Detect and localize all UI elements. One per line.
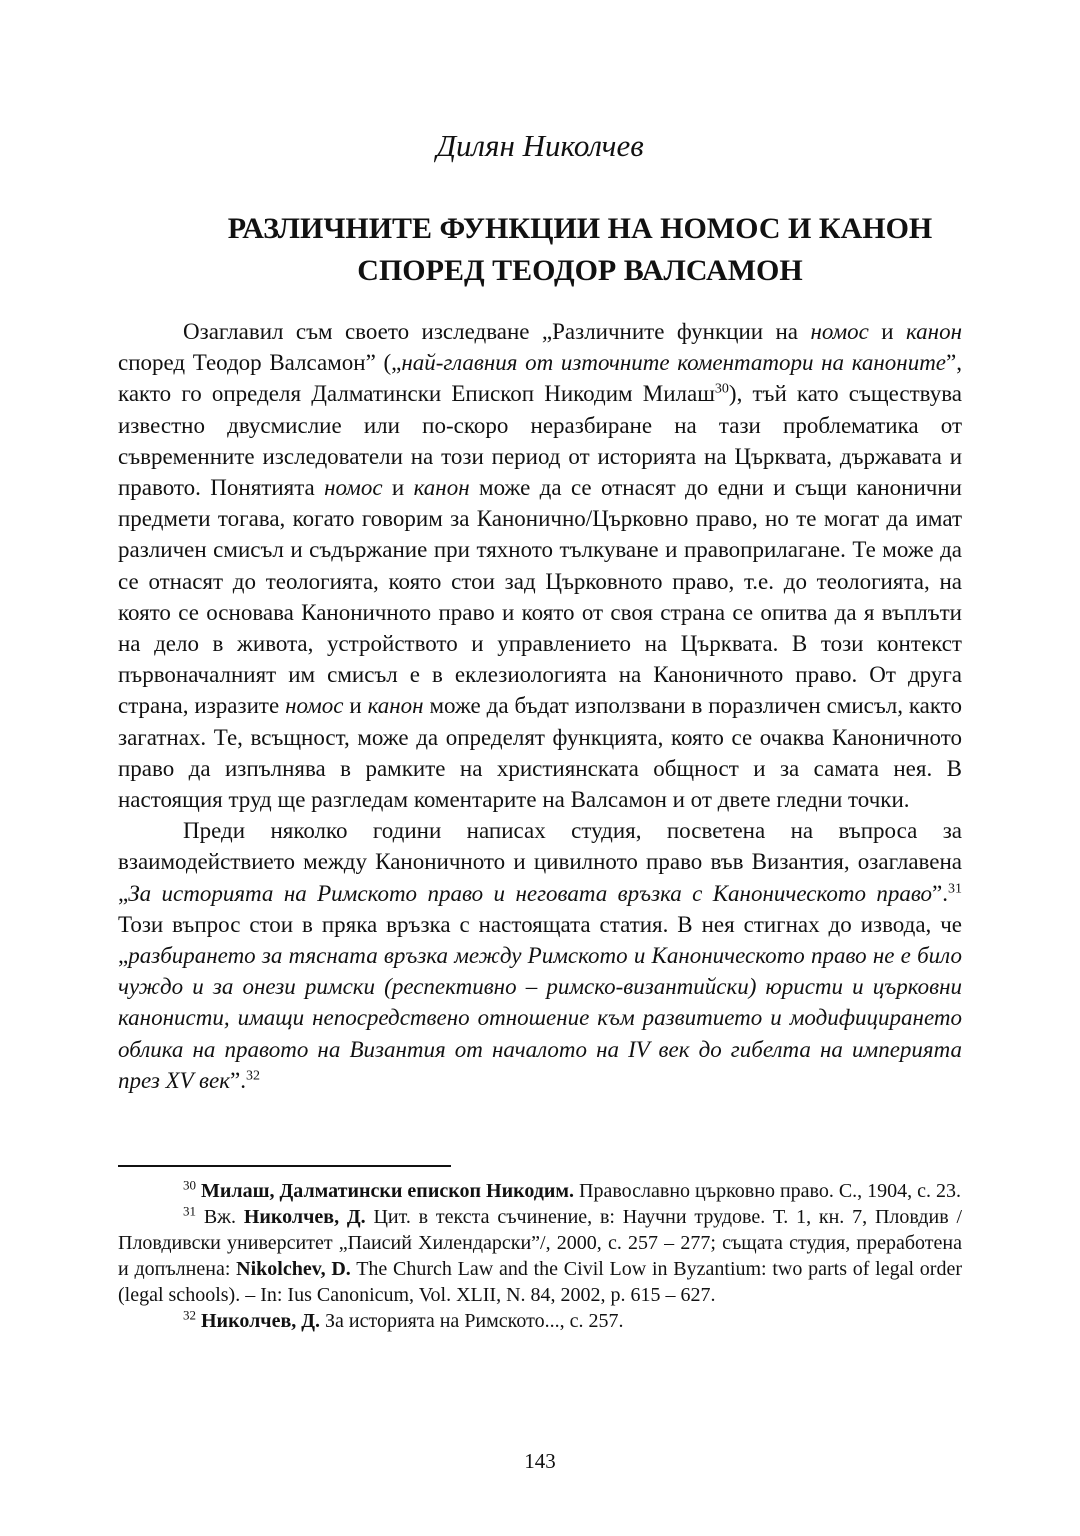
footnote-text: Вж.: [203, 1206, 244, 1228]
text-run: ”, както го определя Далматински Епископ Никодим Милаш: [118, 350, 962, 407]
article-title: [140, 208, 1020, 292]
text-run: ”.: [230, 1067, 246, 1093]
text-run: според Теодор Валсамон” („: [118, 350, 402, 376]
italic-term: канон: [367, 693, 424, 719]
footnote-number: 31: [183, 1203, 196, 1219]
footnote-author: Николчев, Д.: [243, 1206, 366, 1228]
text-run: ), тъй като съществува известно двусмислие или по-скоро неразбиране на тази проблематика от съвременните изследователи на този период от историята на Църквата, държавата и правото. Понятията: [118, 381, 962, 501]
italic-term: канон: [906, 319, 963, 344]
text-run: Преди няколко години написах студия, посветена на въпроса за взаимодействието между Каноничното и цивилното право във Византия, озаглавена „: [118, 818, 962, 906]
article-body: [118, 316, 962, 1096]
italic-title: За историята на Римското право и неговата връзка с Каноническото право: [128, 880, 933, 906]
italic-term: номос: [810, 319, 869, 344]
footnote-number: 32: [183, 1307, 196, 1323]
text-run: може да бъдат използвани в поразличен смисъл, както загатнах. Те, всъщност, може да определят функцията, която се очаква Каноничното право да изпълнява в рамките на християнската общност и за самата нея. В настоящия труд ще разгледам коментарите на Валсамон и от двете гледни точки.: [118, 693, 963, 813]
footnote-32: [118, 1308, 962, 1334]
text-run: и: [868, 319, 906, 344]
article-title-line-2: СПОРЕД ТЕОДОР ВАЛСАМОН: [357, 254, 803, 287]
footnote-ref-32[interactable]: 32: [245, 1068, 260, 1084]
footnote-31: [118, 1204, 962, 1308]
text-run: може да се отнасят до едни и същи канонични предмети тогава, когато говорим за Канонично/Църковно право, но те могат да имат различен смисъл и съдържание при тяхното тълкуване и правоприлагане. Те може да се отнасят до теологията, която стои зад Църковното право, т.е. до теологията, на която се основава Каноничното право и която от своя страна се опитва да я въплъти на дело в живота, устройството и управлението на Църквата. В този контекст първоначалният им смисъл е в еклезиологията на Каноничното право. От друга страна, изразите: [118, 475, 962, 719]
footnote-author: Милаш, Далматински епископ Никодим.: [201, 1180, 575, 1202]
italic-quote: най-главния от източните коментатори на каноните: [401, 350, 947, 376]
footnote-ref-30[interactable]: 30: [714, 381, 729, 397]
italic-quote: разбирането за тясната връзка между Римското и Каноническото право не е било чуждо и за онези римски (респективно – римско-византийски) юристи и църковни канонисти, имащи непосредствено отношение към развитието и модифицирането облика на правото на Византия от началото на IV век до гибелта на империята през XV век: [118, 943, 962, 1093]
footnote-author: Nikolchev, D.: [236, 1258, 351, 1280]
author-name: Дилян Николчев: [436, 128, 644, 163]
footnote-author: Николчев, Д.: [201, 1310, 321, 1332]
footnote-30: [118, 1178, 962, 1204]
text-run: ”.: [932, 880, 948, 906]
footnote-number: 30: [183, 1177, 196, 1193]
text-run: Озаглавил съм своето изследване „Различните функции на: [183, 319, 811, 344]
footnote-text: The Church Law and the Civil Low in Byzantium: two parts of legal order (legal schools). – In: Ius Canonicum, Vol. XLII, N. 84, 2002, p. 615 – 627.: [118, 1258, 962, 1306]
footnote-ref-31[interactable]: 31: [948, 881, 962, 896]
text-run: и: [382, 475, 414, 501]
footnote-separator: [118, 1165, 451, 1167]
paragraph-1: [118, 316, 962, 815]
footnote-text: Цит. в текста съчинение, в: Научни трудове. Т. 1, кн. 7, Пловдив /Пловдивски университет „Паисий Хилендарски”/, 2000, с. 257 – 277; същата студия, преработена и допълнена:: [118, 1206, 963, 1280]
italic-term: номос: [324, 475, 383, 501]
article-title-line-1: РАЗЛИЧНИТЕ ФУНКЦИИ НА НОМОС И КАНОН: [227, 212, 933, 245]
paragraph-2: [118, 815, 962, 1096]
footnotes: [118, 1178, 962, 1334]
text-run: Този въпрос стои в пряка връзка с настоящата статия. В нея стигнах до извода, че „: [118, 911, 962, 969]
footnote-text: Православно църковно право. С., 1904, с. 23.: [574, 1180, 962, 1202]
italic-term: канон: [413, 475, 470, 501]
page-number: 143: [524, 1449, 556, 1473]
footnote-text: За историята на Римското..., с. 257.: [320, 1310, 624, 1332]
italic-term: номос: [285, 693, 344, 719]
text-run: и: [343, 693, 368, 719]
